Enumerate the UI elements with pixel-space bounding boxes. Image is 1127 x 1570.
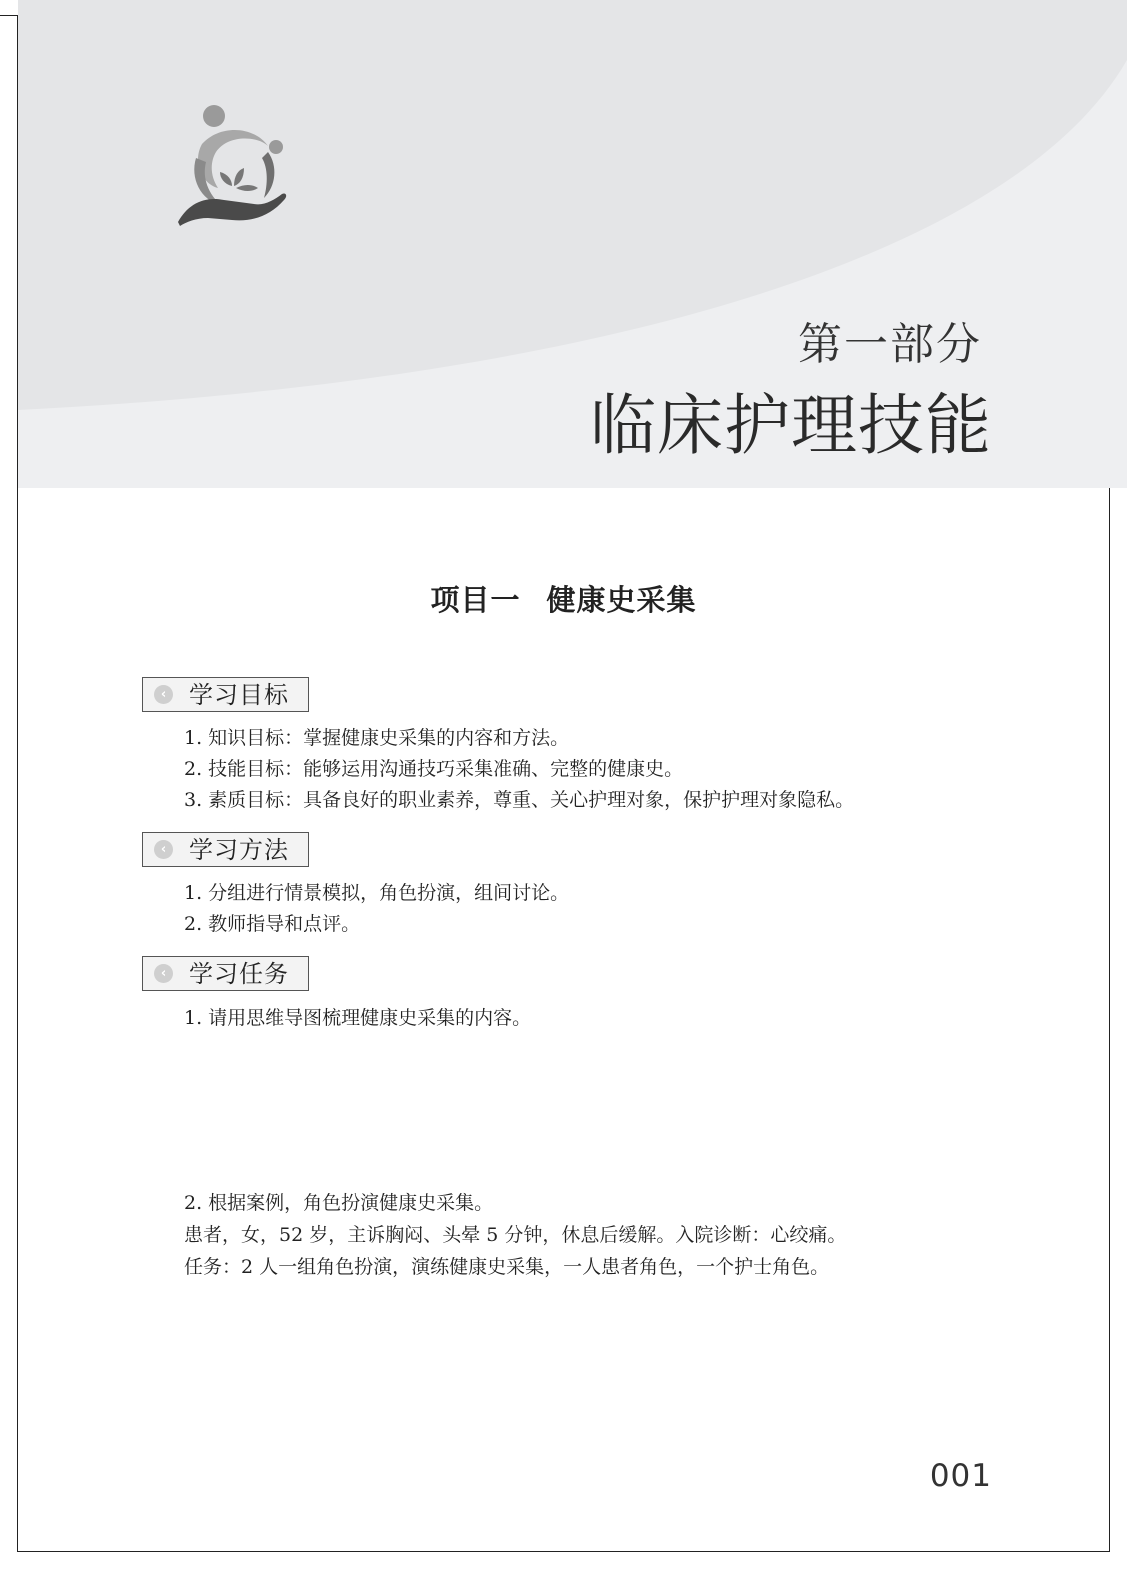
project-name: 健康史采集: [546, 583, 697, 617]
chevron-left-icon: ‹: [154, 685, 173, 704]
part-label: 第一部分: [798, 319, 982, 370]
task-description: 任务：2 人一组角色扮演，演练健康史采集，一人患者角色，一个护士角色。: [184, 1256, 830, 1278]
list-item: 2. 教师指导和点评。: [184, 913, 361, 935]
project-title: [0, 578, 1127, 619]
section-heading-learning-objectives: [142, 677, 309, 712]
section-heading-label: 学习方法: [189, 836, 289, 864]
section-heading-learning-methods: [142, 832, 309, 867]
project-number: 项目一: [430, 583, 521, 617]
part-title: 临床护理技能: [590, 387, 992, 464]
section-heading-label: 学习任务: [189, 960, 289, 988]
page-number: 001: [929, 1458, 992, 1494]
chevron-left-icon: ‹: [154, 964, 173, 983]
logo-icon: [172, 100, 292, 230]
list-item: 1. 请用思维导图梳理健康史采集的内容。: [184, 1007, 532, 1029]
list-item: 1. 知识目标：掌握健康史采集的内容和方法。: [184, 727, 570, 749]
section-heading-learning-tasks: [142, 956, 309, 991]
frame-right-border: [1109, 488, 1110, 1552]
list-item: 2. 技能目标：能够运用沟通技巧采集准确、完整的健康史。: [184, 758, 684, 780]
frame-bottom-border: [17, 1551, 1110, 1552]
section-heading-label: 学习目标: [189, 681, 289, 709]
list-item: 3. 素质目标：具备良好的职业素养，尊重、关心护理对象，保护护理对象隐私。: [184, 789, 855, 811]
list-item: 2. 根据案例，角色扮演健康史采集。: [184, 1192, 494, 1214]
list-item: 1. 分组进行情景模拟，角色扮演，组间讨论。: [184, 882, 570, 904]
case-description: 患者，女，52 岁，主诉胸闷、头晕 5 分钟，休息后缓解。入院诊断：心绞痛。: [184, 1224, 847, 1246]
frame-top-tick: [0, 15, 18, 16]
chevron-left-icon: ‹: [154, 840, 173, 859]
